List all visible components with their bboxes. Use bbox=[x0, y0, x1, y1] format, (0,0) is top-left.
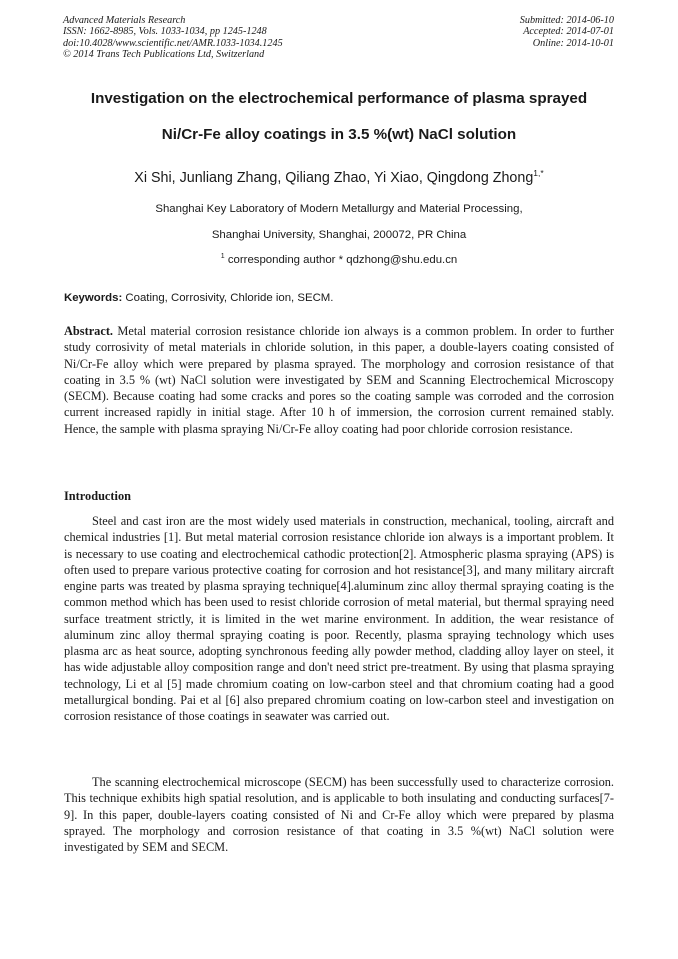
abstract-label: Abstract. bbox=[64, 324, 114, 338]
abstract bbox=[64, 323, 614, 437]
author-names: Xi Shi, Junliang Zhang, Qiliang Zhao, Yi Xiao, Qingdong Zhong bbox=[134, 170, 534, 186]
journal-name: Advanced Materials Research bbox=[63, 15, 186, 26]
keywords bbox=[64, 292, 333, 304]
corresponding-superscript: 1 bbox=[220, 253, 225, 260]
corresponding-author bbox=[40, 253, 638, 266]
author-list bbox=[40, 168, 638, 186]
introduction-paragraph-2: The scanning electrochemical microscope (SECM) has been successfully used to characterize corrosion. This technique exhibits high spatial resolution, and is applicable to both insulating and conducting surfaces[7-9]. In this paper, double-layers coating consisted of Ni and Cr-Fe alloy which were prepared by plasma sprayed. The morphology and corrosion resistance of that coating in 3.5 %(wt) NaCl solution were investigated by SEM and SECM. bbox=[64, 775, 614, 854]
copyright-line: © 2014 Trans Tech Publications Ltd, Switzerland bbox=[63, 49, 265, 61]
journal-header-right bbox=[520, 15, 614, 49]
accepted-date: Accepted: 2014-07-01 bbox=[523, 26, 614, 38]
author-superscript: 1,* bbox=[533, 168, 544, 178]
introduction-paragraph-1: Steel and cast iron are the most widely used materials in construction, mechanical, tooling, aircraft and chemical industries [1]. But metal material corrosion resistance chloride ion always is a important problem. It is necessary to use coating and electrochemical cathodic protection[2]. Atmospheric plasma spraying (APS) is often used to prepare various protective coating for corrosion and hot resistance[3], and many military aircraft engine parts was treated by plasma spraying technique[4].aluminum zinc alloy thermal spraying coating is the common method which has been used to resist chloride corrosion of metal material, but thermal spraying need surface treatment strictly, it is limited in the wet marine environment. In addition, the wear resistance of aluminum zinc alloy thermal spraying coating is poor. Recently, plasma spraying technology which uses plasma arc as heat source, adopting synchronous feeding ally powder method, cladding alloy layer on steel, it has wide adjustable alloy composition range and don't need strict pre-treatment. By using that plasma spraying technology, Li et al [5] made chromium coating on low-carbon steel and that chromium coating had a good metallurgical bonding. Pai et al [6] also prepared chromium coating on low-carbon steel and investigation on corrosion resistance of those coatings in seawater was carried out. bbox=[64, 514, 614, 723]
submitted-date: Submitted: 2014-06-10 bbox=[519, 15, 614, 26]
affiliation-line-1: Shanghai Key Laboratory of Modern Metallurgy and Material Processing, bbox=[155, 203, 523, 215]
corresponding-email: corresponding author * qdzhong@shu.edu.cn bbox=[224, 254, 458, 266]
paper-title-line-1: Investigation on the electrochemical performance of plasma sprayed bbox=[90, 90, 588, 107]
issn-line: ISSN: 1662-8985, Vols. 1033-1034, pp 1245-1248 bbox=[63, 26, 267, 38]
doi-line: doi:10.4028/www.scientific.net/AMR.1033-1034.1245 bbox=[63, 37, 283, 49]
keywords-label: Keywords: bbox=[64, 292, 123, 304]
paper-title-line-2: Ni/Cr-Fe alloy coatings in 3.5 %(wt) NaCl solution bbox=[161, 126, 517, 143]
keywords-text: Coating, Corrosivity, Chloride ion, SECM. bbox=[122, 292, 334, 304]
affiliation-line-2: Shanghai University, Shanghai, 200072, PR China bbox=[211, 229, 467, 241]
abstract-text: Metal material corrosion resistance chloride ion always is a common problem. In order to further study corrosivity of metal materials in chloride solution, in this paper, a double-layers coating consisted of Ni/Cr-Fe alloy which were prepared by plasma sprayed. The morphology and corrosion resistance of that coating in 3.5 % (wt) NaCl solution were investigated by SEM and Scanning Electrochemical Microscopy (SECM). Because coating had some cracks and pores so the coating sample was corroded and the corrosion current increased rapidly in initial stage. After 10 h of immersion, the corrosion current remained stably. Hence, the sample with plasma spraying Ni/Cr-Fe alloy coating had poor chloride corrosion resistance. bbox=[64, 324, 614, 436]
journal-header-left bbox=[63, 15, 283, 61]
introduction-heading: Introduction bbox=[64, 489, 131, 503]
online-date: Online: 2014-10-01 bbox=[532, 37, 614, 49]
